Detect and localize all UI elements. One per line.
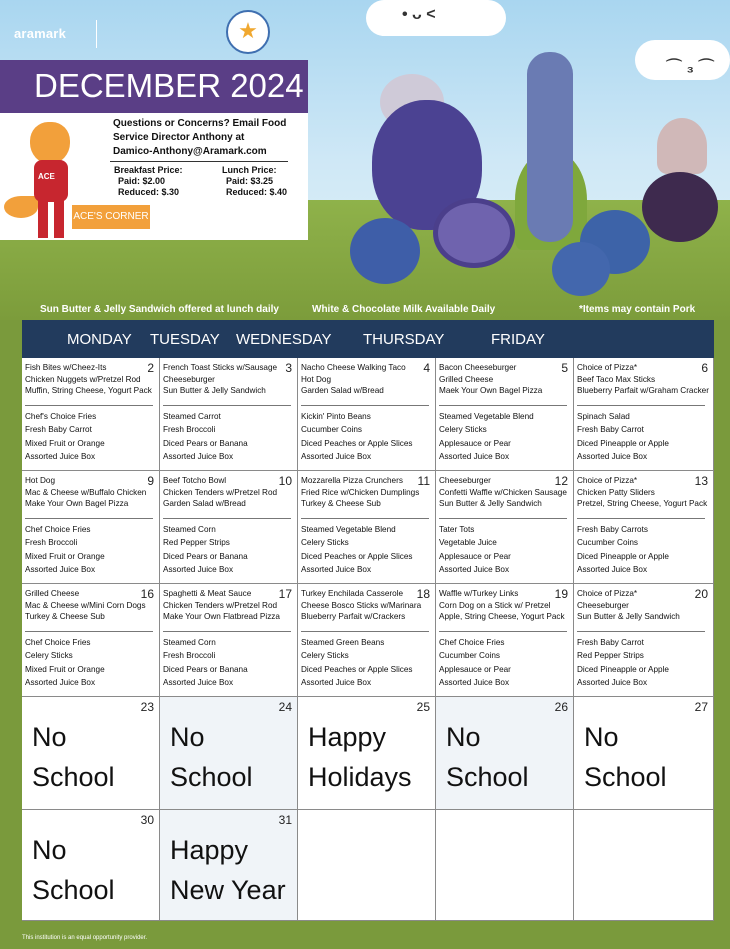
empty-day-cell: [574, 810, 714, 921]
menu-divider: [163, 405, 291, 406]
entree-list: [301, 362, 429, 397]
entree-item: Mac & Cheese w/Mini Corn Dogs: [25, 600, 146, 610]
star-icon: ★: [238, 18, 258, 43]
side-item: Assorted Juice Box: [301, 452, 372, 462]
aramark-logo: aramark: [14, 26, 66, 41]
entree-item: Beef Totcho Bowl: [163, 476, 227, 485]
entree-item: Cheeseburger: [439, 476, 491, 485]
entree-list: [25, 588, 153, 623]
entree-list: [439, 475, 567, 510]
day-number: 25: [416, 700, 430, 714]
menu-divider: [577, 518, 705, 519]
entree-item: Chicken Patty Sliders: [577, 487, 655, 497]
logo-divider: [96, 20, 97, 48]
day-number: 26: [554, 700, 568, 714]
holiday-line: No: [584, 722, 619, 752]
fox-mascot-shirt: [34, 160, 68, 202]
side-item: Fresh Baby Carrot: [25, 425, 92, 435]
calendar-day-cell: [436, 471, 574, 584]
entree-item: Chicken Tenders w/Pretzel Rod: [163, 487, 278, 497]
day-number: 12: [554, 474, 568, 488]
contact-email: Damico-Anthony@Aramark.com: [113, 146, 267, 157]
side-list: [439, 523, 567, 577]
notice-milk: White & Chocolate Milk Available Daily: [312, 304, 496, 315]
holiday-message: [446, 717, 529, 797]
entree-list: [163, 475, 291, 510]
notice-sunbutter: Sun Butter & Jelly Sandwich offered at lunch daily: [40, 304, 279, 315]
calendar-day-cell: [574, 584, 714, 697]
side-item: Chef Choice Fries: [25, 638, 91, 647]
side-item: Assorted Juice Box: [577, 452, 648, 462]
mascot-shirt-label: ACE: [38, 172, 55, 181]
entree-list: [25, 475, 153, 510]
menu-divider: [25, 405, 153, 406]
side-item: Fresh Baby Carrots: [577, 525, 648, 534]
side-item: Assorted Juice Box: [439, 452, 510, 462]
side-list: [577, 410, 705, 464]
calendar-day-cell: [298, 697, 436, 810]
entree-item: Choice of Pizza*: [577, 589, 638, 598]
side-item: Fresh Broccoli: [163, 651, 216, 661]
side-list: [301, 410, 429, 464]
calendar-day-cell: [160, 358, 298, 471]
calendar-day-cell: [22, 471, 160, 584]
menu-divider: [301, 405, 429, 406]
day-number: 27: [694, 700, 708, 714]
side-item: Diced Peaches or Apple Slices: [301, 664, 413, 674]
weekday-friday: FRIDAY: [491, 331, 545, 348]
entree-list: [301, 588, 429, 623]
weekday-header: [22, 320, 714, 358]
calendar-day-cell: [22, 810, 160, 921]
entree-item: Waffle w/Turkey Links: [439, 589, 519, 598]
entree-list: [163, 588, 291, 623]
entree-list: [439, 588, 567, 623]
side-item: Celery Sticks: [439, 425, 487, 435]
side-item: Assorted Juice Box: [163, 565, 234, 575]
side-item: Red Pepper Strips: [577, 651, 644, 661]
side-item: Celery Sticks: [25, 651, 73, 661]
side-list: [301, 523, 429, 577]
side-list: [577, 523, 705, 577]
purple-corn-character-icon: [527, 52, 573, 242]
entree-item: Make Your Own Bagel Pizza: [25, 499, 129, 509]
side-item: Assorted Juice Box: [577, 678, 648, 688]
menu-divider: [301, 518, 429, 519]
entree-item: Maek Your Own Bagel Pizza: [439, 386, 543, 396]
entree-item: Chicken Nuggets w/Pretzel Rod: [25, 374, 141, 384]
entree-item: Bacon Cheeseburger: [439, 363, 517, 372]
contact-line: Questions or Concerns? Email Food: [113, 118, 287, 129]
side-item: Assorted Juice Box: [25, 565, 96, 575]
cloud-top: [366, 0, 506, 36]
entree-item: Grilled Cheese: [25, 589, 80, 598]
menu-calendar: [22, 320, 714, 921]
side-list: [577, 636, 705, 690]
menu-divider: [25, 518, 153, 519]
breakfast-price: [114, 165, 183, 198]
entree-item: Grilled Cheese: [439, 374, 494, 384]
entree-item: Garden Salad w/Bread: [163, 499, 246, 509]
calendar-day-cell: [574, 471, 714, 584]
side-item: Steamed Vegetable Blend: [301, 525, 396, 534]
holiday-line: School: [32, 875, 115, 905]
blackberry-character-icon: [642, 172, 718, 242]
side-item: Kickin' Pinto Beans: [301, 412, 371, 421]
entree-item: Turkey & Cheese Sub: [301, 499, 381, 509]
side-item: Red Pepper Strips: [163, 538, 230, 548]
day-number: 11: [417, 474, 430, 488]
day-number: 20: [694, 587, 708, 601]
side-item: Assorted Juice Box: [301, 565, 372, 575]
blueberry-character-icon: [350, 218, 420, 284]
entree-item: Make Your Own Flatbread Pizza: [163, 612, 280, 622]
blueberry-character-icon: [552, 242, 610, 296]
side-item: Assorted Juice Box: [163, 452, 234, 462]
day-number: 9: [147, 474, 154, 488]
menu-divider: [439, 405, 567, 406]
side-item: Fresh Baby Carrot: [577, 638, 644, 647]
side-item: Assorted Juice Box: [25, 678, 96, 688]
calendar-day-cell: [22, 697, 160, 810]
side-item: Mixed Fruit or Orange: [25, 438, 105, 448]
calendar-day-cell: [160, 584, 298, 697]
side-list: [163, 523, 291, 577]
entree-item: Mac & Cheese w/Buffalo Chicken: [25, 487, 147, 497]
side-item: Diced Pears or Banana: [163, 664, 248, 674]
holiday-line: Happy: [308, 722, 387, 752]
holiday-line: Happy: [170, 835, 249, 865]
side-item: Assorted Juice Box: [25, 452, 96, 462]
calendar-day-cell: [574, 697, 714, 810]
side-item: Vegetable Juice: [439, 538, 497, 548]
side-item: Cucumber Coins: [577, 538, 638, 548]
entree-item: Apple, String Cheese, Yogurt Pack: [439, 612, 565, 622]
entree-item: Cheeseburger: [577, 600, 629, 610]
holiday-message: [170, 717, 253, 797]
calendar-day-cell: [22, 584, 160, 697]
day-number: 10: [278, 474, 292, 488]
side-item: Celery Sticks: [301, 538, 349, 548]
side-item: Assorted Juice Box: [301, 678, 372, 688]
entree-list: [301, 475, 429, 510]
side-item: Assorted Juice Box: [577, 565, 648, 575]
lunch-paid: Paid: $3.25: [226, 176, 274, 186]
entree-item: Hot Dog: [301, 374, 332, 384]
menu-divider: [163, 631, 291, 632]
calendar-day-cell: [298, 584, 436, 697]
weekday-wednesday: WEDNESDAY: [236, 331, 332, 348]
entree-item: Turkey & Cheese Sub: [25, 612, 105, 622]
contact-divider: [110, 161, 288, 162]
empty-day-cell: [436, 810, 574, 921]
entree-item: Turkey Enchilada Casserole: [301, 589, 404, 598]
empty-day-cell: [298, 810, 436, 921]
calendar-day-cell: [436, 358, 574, 471]
calendar-day-cell: [298, 471, 436, 584]
side-item: Steamed Carrot: [163, 412, 221, 421]
side-list: [301, 636, 429, 690]
entree-item: Sun Butter & Jelly Sandwich: [439, 499, 542, 509]
holiday-message: [32, 717, 115, 797]
side-item: Diced Peaches or Apple Slices: [301, 438, 413, 448]
side-item: Applesauce or Pear: [439, 438, 511, 448]
holiday-line: School: [584, 762, 667, 792]
entree-item: Cheese Bosco Sticks w/Marinara: [301, 600, 422, 610]
holiday-line: No: [32, 835, 67, 865]
entree-item: Mozzarella Pizza Crunchers: [301, 476, 403, 485]
calendar-day-cell: [436, 584, 574, 697]
side-list: [25, 636, 153, 690]
entree-list: [577, 362, 709, 397]
side-item: Steamed Corn: [163, 638, 216, 647]
holiday-line: No: [170, 722, 205, 752]
weekday-thursday: THURSDAY: [363, 331, 445, 348]
entree-item: Muffin, String Cheese, Yogurt Pack: [25, 386, 152, 396]
calendar-day-cell: [160, 810, 298, 921]
footer-note: This institution is an equal opportunity provider.: [22, 935, 148, 941]
half-plum-character-icon: [433, 198, 515, 268]
menu-divider: [577, 631, 705, 632]
day-number: 2: [147, 361, 154, 375]
side-item: Fresh Baby Carrot: [577, 425, 644, 435]
cloud-face-icon: • ᴗ <: [402, 6, 436, 23]
side-item: Mixed Fruit or Orange: [25, 664, 105, 674]
entree-item: Spaghetti & Meat Sauce: [163, 589, 252, 598]
holiday-line: School: [446, 762, 529, 792]
fox-legs-icon: [38, 200, 64, 238]
side-item: Assorted Juice Box: [439, 678, 510, 688]
page-title: DECEMBER 2024: [34, 67, 304, 104]
holiday-message: [584, 717, 667, 797]
day-number: 16: [140, 587, 154, 601]
lunch-reduced: Reduced: $.40: [226, 187, 288, 197]
entree-item: Fish Bites w/Cheez-Its: [25, 363, 107, 372]
day-number: 19: [554, 587, 568, 601]
side-item: Mixed Fruit or Orange: [25, 551, 105, 561]
entree-item: Confetti Waffle w/Chicken Sausage: [439, 487, 567, 497]
side-item: Diced Pineapple or Apple: [577, 438, 669, 448]
entree-item: French Toast Sticks w/Sausage: [163, 363, 278, 372]
menu-divider: [163, 518, 291, 519]
holiday-line: School: [32, 762, 115, 792]
entree-item: Sun Butter & Jelly Sandwich: [163, 386, 266, 396]
day-number: 31: [278, 813, 292, 827]
aces-corner-badge: ACE'S CORNER: [72, 205, 150, 229]
entree-item: Cheeseburger: [163, 374, 215, 384]
day-number: 18: [416, 587, 430, 601]
holiday-line: No: [32, 722, 67, 752]
side-item: Diced Pineapple or Apple: [577, 551, 669, 561]
entree-item: Choice of Pizza*: [577, 363, 638, 372]
side-list: [25, 410, 153, 464]
fox-mascot-icon: [30, 122, 70, 164]
entree-item: Blueberry Parfait w/Graham Cracker: [577, 386, 709, 396]
entree-list: [163, 362, 291, 397]
side-list: [439, 636, 567, 690]
side-item: Steamed Green Beans: [301, 638, 385, 647]
holiday-line: School: [170, 762, 253, 792]
breakfast-paid: Paid: $2.00: [118, 176, 166, 186]
side-item: Applesauce or Pear: [439, 664, 511, 674]
cloud-face-right-icon: ⌒ ₃ ⌒: [666, 59, 715, 76]
menu-divider: [439, 518, 567, 519]
entree-list: [577, 588, 705, 623]
calendar-day-cell: [574, 358, 714, 471]
entree-list: [577, 475, 708, 510]
side-item: Diced Pineapple or Apple: [577, 664, 669, 674]
entree-item: Beef Taco Max Sticks: [577, 374, 656, 384]
entree-list: [25, 362, 153, 397]
day-number: 24: [278, 700, 292, 714]
holiday-line: No: [446, 722, 481, 752]
side-item: Fresh Broccoli: [25, 538, 78, 548]
entree-item: Fried Rice w/Chicken Dumplings: [301, 487, 420, 497]
side-item: Diced Pears or Banana: [163, 551, 248, 561]
calendar-day-cell: [160, 697, 298, 810]
side-list: [163, 410, 291, 464]
holiday-line: New Year: [170, 875, 286, 905]
side-item: Assorted Juice Box: [439, 565, 510, 575]
holiday-message: [170, 830, 286, 910]
day-number: 30: [140, 813, 154, 827]
holiday-line: Holidays: [308, 762, 412, 792]
day-number: 6: [701, 361, 708, 375]
side-item: Tater Tots: [439, 525, 475, 534]
side-item: Cucumber Coins: [301, 425, 362, 435]
menu-divider: [25, 631, 153, 632]
contact-line: Service Director Anthony at: [113, 132, 245, 143]
entree-item: Sun Butter & Jelly Sandwich: [577, 612, 680, 622]
entree-item: Nacho Cheese Walking Taco: [301, 363, 406, 372]
day-number: 5: [561, 361, 568, 375]
lunch-title: Lunch Price:: [222, 165, 277, 175]
side-item: Fresh Broccoli: [163, 425, 216, 435]
breakfast-reduced: Reduced: $.30: [118, 187, 180, 197]
menu-divider: [439, 631, 567, 632]
side-list: [25, 523, 153, 577]
holiday-message: [32, 830, 115, 910]
side-list: [439, 410, 567, 464]
fox-tail-icon: [4, 196, 38, 218]
entree-item: Blueberry Parfait w/Crackers: [301, 612, 406, 622]
entree-item: Garden Salad w/Bread: [301, 386, 384, 396]
side-item: Steamed Vegetable Blend: [439, 412, 534, 421]
blackberry-hat-icon: [657, 118, 707, 174]
day-number: 13: [694, 474, 708, 488]
side-item: Diced Pears or Banana: [163, 438, 248, 448]
entree-list: [439, 362, 567, 397]
day-number: 4: [423, 361, 430, 375]
breakfast-title: Breakfast Price:: [114, 165, 183, 175]
side-item: Diced Peaches or Apple Slices: [301, 551, 413, 561]
calendar-day-cell: [22, 358, 160, 471]
side-item: Celery Sticks: [301, 651, 349, 661]
contact-info: [113, 117, 303, 159]
day-number: 23: [140, 700, 154, 714]
side-item: Steamed Corn: [163, 525, 216, 534]
school-seal-logo: [226, 10, 270, 54]
day-number: 3: [285, 361, 292, 375]
side-item: Cucumber Coins: [439, 651, 500, 661]
weekday-tuesday: TUESDAY: [150, 331, 220, 348]
side-item: Chef Choice Fries: [439, 638, 505, 647]
side-item: Assorted Juice Box: [163, 678, 234, 688]
menu-divider: [577, 405, 705, 406]
entree-item: Choice of Pizza*: [577, 476, 638, 485]
calendar-day-cell: [436, 697, 574, 810]
day-number: 17: [278, 587, 292, 601]
lunch-price: [222, 165, 287, 198]
menu-divider: [301, 631, 429, 632]
side-list: [163, 636, 291, 690]
calendar-day-cell: [160, 471, 298, 584]
calendar-day-cell: [298, 358, 436, 471]
side-item: Applesauce or Pear: [439, 551, 511, 561]
side-item: Chef's Choice Fries: [25, 412, 97, 421]
notice-pork: *Items may contain Pork: [579, 304, 696, 315]
entree-item: Corn Dog on a Stick w/ Pretzel: [439, 600, 551, 610]
side-item: Spinach Salad: [577, 412, 630, 421]
entree-item: Chicken Tenders w/Pretzel Rod: [163, 600, 278, 610]
weekday-monday: MONDAY: [67, 331, 132, 348]
entree-item: Hot Dog: [25, 476, 56, 485]
entree-item: Pretzel, String Cheese, Yogurt Pack: [577, 499, 708, 509]
holiday-message: [308, 717, 412, 797]
side-item: Chef Choice Fries: [25, 525, 91, 534]
